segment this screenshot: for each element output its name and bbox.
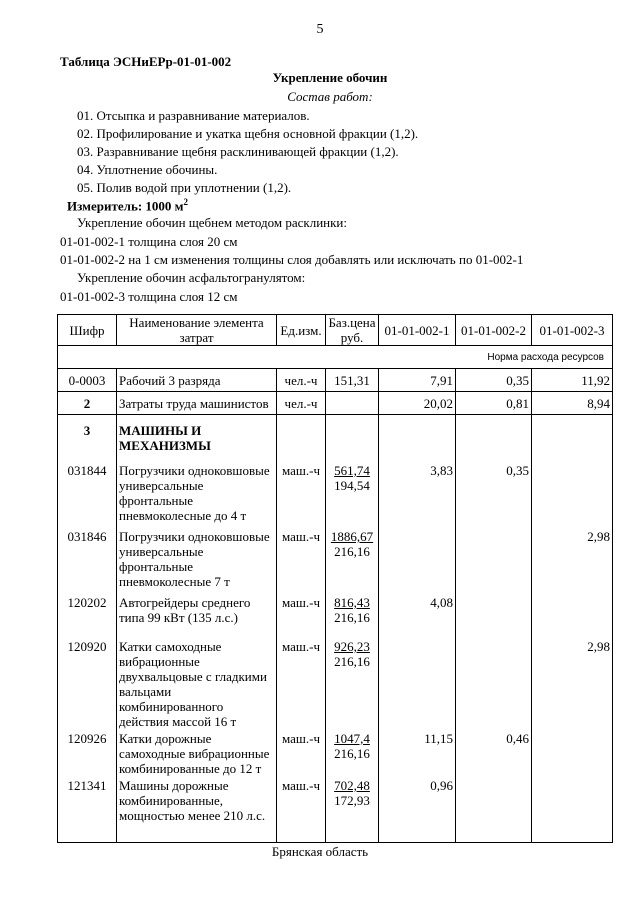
price-operator: 172,93 [334,793,370,808]
cell-col2: 0,35 [456,369,532,392]
cell-name: МАШИНЫ И МЕХАНИЗМЫ [117,415,277,462]
measure-label: Измеритель: 1000 м [67,198,184,214]
cell-unit: маш.-ч [277,461,326,527]
cell-col2 [456,637,532,729]
section-heading: Укрепление обочин щебнем методом расклинки: [77,215,347,230]
document-title: Укрепление обочин [272,70,388,85]
cell-col3 [532,461,613,527]
cell-code: 120202 [58,593,117,637]
cell-code: 121341 [58,776,117,843]
cell-col3: 8,94 [532,392,613,415]
item-line: 01-01-002-2 на 1 см изменения толщины слоя добавлять или исключать по 01-002-1 [60,252,524,267]
cell-col3 [532,729,613,776]
cell-name: Катки самоходные вибрационные двухвальцовые с гладкими вальцами комбинированного действия массой 16 т [117,637,277,729]
measure-unit [67,197,188,214]
cell-name: Затраты труда машинистов [117,392,277,415]
norm-row [58,346,613,369]
cell-col1 [379,415,456,462]
cell-code: 2 [58,392,117,415]
header-code: Шифр [58,315,117,346]
cell-price [326,415,379,462]
document-subtitle: Состав работ: [287,89,373,104]
cell-col2 [456,527,532,593]
cell-name: Катки дорожные самоходные вибрационные комбинированные до 12 т [117,729,277,776]
price-machine: 816,43 [334,595,370,610]
cell-name: Рабочий 3 разряда [117,369,277,392]
page-number: 5 [316,22,324,37]
cell-price [326,461,379,527]
cell-unit: маш.-ч [277,729,326,776]
cell-unit: маш.-ч [277,776,326,843]
resource-table [57,314,613,843]
cell-col1: 11,15 [379,729,456,776]
cell-col1: 0,96 [379,776,456,843]
table-row [58,527,613,593]
price-machine: 561,74 [334,463,370,478]
cell-price [326,392,379,415]
cell-col1 [379,527,456,593]
header-col1: 01-01-002-1 [379,315,456,346]
cell-code: 031844 [58,461,117,527]
cell-col2 [456,593,532,637]
cell-col1 [379,637,456,729]
cell-col3 [532,593,613,637]
work-item: 04. Уплотнение обочины. [77,162,218,177]
cell-code: 0-0003 [58,369,117,392]
norm-label: Норма расхода ресурсов [58,346,613,369]
price-operator: 216,16 [334,746,370,761]
cell-unit: маш.-ч [277,527,326,593]
work-item: 03. Разравнивание щебня расклинивающей фракции (1,2). [77,144,399,159]
cell-unit [277,415,326,462]
price-operator: 216,16 [334,610,370,625]
price-machine: 702,48 [334,778,370,793]
cell-col3 [532,776,613,843]
header-price: Баз.цена руб. [326,315,379,346]
cell-code: 031846 [58,527,117,593]
work-item: 02. Профилирование и укатка щебня основной фракции (1,2). [77,126,419,141]
table-row [58,461,613,527]
cell-price [326,776,379,843]
cell-price [326,593,379,637]
item-line: 01-01-002-1 толщина слоя 20 см [60,234,238,249]
cell-price [326,637,379,729]
price-machine: 926,23 [334,639,370,654]
table-header-row [58,315,613,346]
price-machine: 1886,67 [330,529,374,544]
cell-col2 [456,776,532,843]
cell-col2: 0,81 [456,392,532,415]
price-machine: 1047,4 [334,731,370,746]
table-row [58,369,613,392]
header-col2: 01-01-002-2 [456,315,532,346]
cell-col1: 3,83 [379,461,456,527]
table-name: Таблица ЭСНиЕРр-01-01-002 [60,54,232,69]
cell-price: 151,31 [326,369,379,392]
cell-col2: 0,35 [456,461,532,527]
cell-name: Погрузчики одноковшовые универсальные фронтальные пневмоколесные до 4 т [117,461,277,527]
cell-col2: 0,46 [456,729,532,776]
cell-col3 [532,415,613,462]
cell-code: 120926 [58,729,117,776]
cell-unit: маш.-ч [277,637,326,729]
table-row [58,415,613,462]
work-item: 01. Отсыпка и разравнивание материалов. [77,108,310,123]
table-row [58,392,613,415]
cell-col1: 7,91 [379,369,456,392]
cell-col3: 11,92 [532,369,613,392]
header-unit: Ед.изм. [277,315,326,346]
table-row [58,776,613,843]
table-row [58,729,613,776]
price-operator: 194,54 [334,478,370,493]
header-col3: 01-01-002-3 [532,315,613,346]
cell-name: Машины дорожные комбинированные, мощностью менее 210 л.с. [117,776,277,843]
cell-price [326,729,379,776]
cell-unit: чел.-ч [277,369,326,392]
cell-unit: чел.-ч [277,392,326,415]
cell-name: Погрузчики одноковшовые универсальные фронтальные пневмоколесные 7 т [117,527,277,593]
table-row [58,637,613,729]
header-name: Наименование элемента затрат [117,315,277,346]
cell-col2 [456,415,532,462]
cell-col3: 2,98 [532,527,613,593]
price-operator: 216,16 [334,654,370,669]
cell-col1: 4,08 [379,593,456,637]
item-line: 01-01-002-3 толщина слоя 12 см [60,289,238,304]
work-item: 05. Полив водой при уплотнении (1,2). [77,180,292,195]
cell-unit: маш.-ч [277,593,326,637]
measure-superscript: 2 [183,197,189,207]
cell-col3: 2,98 [532,637,613,729]
cell-name: Автогрейдеры среднего типа 99 кВт (135 л.с.) [117,593,277,637]
footer-region: Брянская область [271,844,369,859]
cell-code: 120920 [58,637,117,729]
table-row [58,593,613,637]
cell-col1: 20,02 [379,392,456,415]
section-heading: Укрепление обочин асфальтогранулятом: [77,270,306,285]
price-operator: 216,16 [334,544,370,559]
cell-price [326,527,379,593]
cell-code: 3 [58,415,117,462]
